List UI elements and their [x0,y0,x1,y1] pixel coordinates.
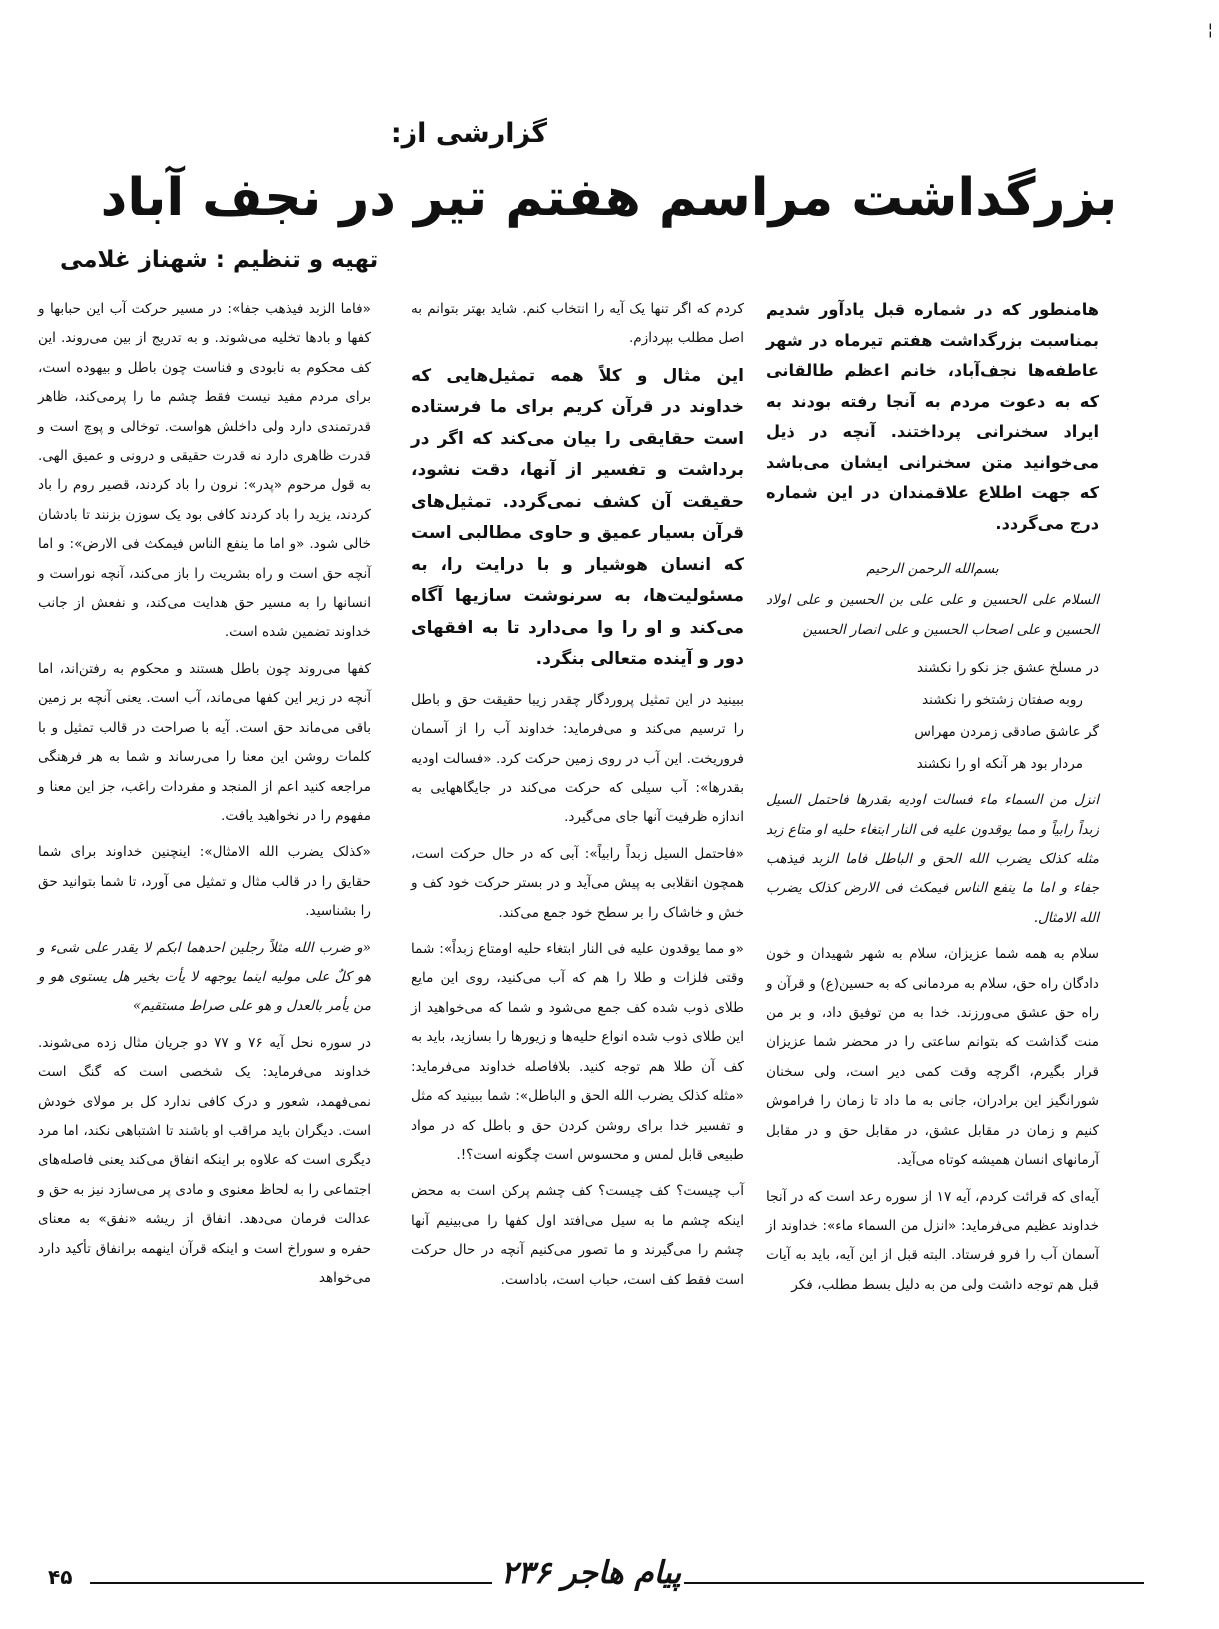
article-byline [60,247,378,273]
body-paragraph: آب چیست؟ کف چیست؟ کف چشم پرکن است به محض اینکه چشم ما به سیل می‌افتد اول کفها را می‌بینیم آنها چشم را می‌گیرند و ما تصور می‌کنیم آنچه در حال حرکت است فقط کف است، حباب است، باداست. [411,1183,744,1288]
byline-separator: : [215,247,225,273]
poem-line: در مسلخ عشق جز نکو را نکشند [916,660,1099,677]
intro-paragraph: هامنطور که در شماره قبل یادآور شدیم بمناسبت بزرگداشت هفتم تیرماه در شهر عاطفه‌ها نجف‌آباد، خانم اعظم طالقانی که به دعوت مردم به آنجا رفته بودند به ایراد سخنرانی پرداختند. آنچه در ذیل می‌خوانید متن سخنرانی ایشان می‌باشد که جهت اطلاع علاقمندان در این شماره درج می‌گردد. [766,300,1099,533]
page-edge-mark: ¦ [1207,20,1213,39]
article-kicker: گزارشی از: [390,118,547,149]
poem-line: روبه صفتان زشتخو را نکشند [922,692,1083,709]
quran-verse: «و ضرب الله مثلاً رجلین احدهما ابکم لا یقدر علی شیء و هو کلٌ علی مولیه اینما یوجهه لا یأت بخیر هل یستوی هو و من یأمر بالعدل و هو علی صراط مستقیم» [38,939,371,1015]
poem [766,652,1099,780]
body-paragraph: «و مما یوقدون علیه فی النار ابتغاء حلیه اومتاع زبداً»: شما وقتی فلزات و طلا را هم که آب می‌کنید، روی این مایع طلای ذوب شده کف جمع می‌شود و شما که می‌خواهید از این طلای ذوب شده انواع حلیه‌ها و زیورها را بسازید، باید به کف آن طلا هم توجه کنید. بلافاصله خداوند می‌فرماید: «مثله کذلک یضرب الله الحق و الباطل»: شما ببینید که مثل و تفسیر خدا برای روشن کردن حق و باطل که در مواد طبیعی قابل لمس و محسوس است چگونه است؟!. [411,941,744,1163]
quran-verse: انزل من السماء ماء فسالت اودیه بقدرها فاحتمل السیل زبداً رابیاً و مما یوقدون علیه فی النار ابتغاء حلیه او متاع زبد مثله کذلک یضرب الله الحق و الباطل فاما الزبد فیذهب جفاء و اما ما ینفع الناس فیمکث فی الارض کذلک یضرب الله الامثال. [766,792,1099,926]
byline-name: شهناز غلامی [60,247,208,273]
body-paragraph: در سوره نحل آیه ۷۶ و ۷۷ دو جریان مثال زده می‌شوند. خداوند می‌فرماید: یک شخصی است که گنگ است نمی‌فهمد، شعور و درک کافی ندارد کل بر مولای خودش است. دیگران باید مراقب او باشند تا اشتباهی نکند، اما مرد دیگری است که علاوه بر اینکه انفاق می‌کند یعنی فاصله‌های اجتماعی را به لحاظ معنوی و مادی پر می‌سازد نیز به حق و عدالت فرمان می‌دهد. انفاق از ریشه «نفق» به معنای حفره و سوراخ است و اینکه قرآن اینهمه برانفاق تأکید دارد می‌خواهد [38,1034,371,1286]
body-paragraph: کفها می‌روند چون باطل هستند و محکوم به رفتن‌اند، اما آنچه در زیر این کفها می‌ماند، آب است. یعنی آنچه بر زمین باقی می‌ماند حق است. آیه با صراحت در قالب تمثیل و با کلمات روشن این معنا را می‌رساند و شما به هر فرهنگی مراجعه کنید اعم از المنجد و مفردات راغب، جز این معنا و مفهوم را در نخواهید یافت. [38,660,371,824]
magazine-masthead: پیام هاجر ۲۳۶ [500,1555,682,1591]
body-paragraph: آیه‌ای که قرائت کردم، آیه ۱۷ از سوره رعد است که در آنجا خداوند عظیم می‌فرماید: «انزل من السماء ماء»: خداوند از آسمان آب را فرو فرستاد. البته قبل از این آیه، باید به آیات قبل هم توجه داشت ولی من به دلیل بسط مطلب، فکر [766,1188,1100,1293]
page-number: ۴۵ [48,1565,73,1589]
body-paragraph: سلام به همه شما عزیزان، سلام به شهر شهیدان و خون دادگان راه حق، سلام به مردمانی که به حسین(ع) و قرآن و راه حق عشق می‌ورزند. خدا به من توفیق داد، و بر من منت گذاشت که بتوانم ساعتی را در محضر شما عزیزان قرار بگیرم، اگرچه وقت کمی دیر است، ولی سخنان شورانگیز این برادران، جانی به ما داد تا زمان را فراموش کنیم و زمان در مقابل عشق، در مقابل حق و در مقابل آرمانهای انسان همیشه کوتاه می‌آید. [766,946,1099,1169]
body-paragraph: «فاحتمل السیل زبداً رابیاً»: آبی که در حال حرکت است، همچون انقلابی به پیش می‌آید و در بستر حرکت خود کف و خش و خاشاک را بر سطح خود جمع می‌کند. [411,845,744,921]
byline-label: تهیه و تنظیم [232,247,379,273]
text-column-left [38,295,371,1300]
body-paragraph: «فاما الزبد فیذهب جفا»: در مسیر حرکت آب این حبابها و کفها و بادها تخلیه می‌شوند. و به تدریج از بین می‌روند. این کف محکوم به نابودی و فناست چون باطل و بیهوده است، برای مردم مفید نیست فقط چشم ما را پرمی‌کند، ظاهر قدرتمندی دارد ولی داخلش هواست. توخالی و پوچ است و قدرت ظاهری دارد نه قدرت حقیقی و درونی و عمیق الهی. به قول مرحوم «پدر»: نرون را باد کردند، قصیر روم را باد کردند، یزید را باد کردند کافی بود یک سوزن بزنند تا بادشان خالی شود. «و اما ما ینفع الناس فیمکث فی الارض»: و اما آنچه حق است و راه بشریت را باز می‌کند، آنچه نوراست و انسانها را به مسیر حق هدایت می‌کند، و نفعش از جانب خداوند تضمین شده است. [38,301,371,641]
highlight-paragraph: این مثال و کلاً همه تمثیل‌هایی که خداوند در قرآن کریم برای ما فرستاده است حقایقی را بیان می‌کند که اگر در برداشت و تفسیر از آنها، دقت نشود، حقیقت آن کشف نمی‌گردد. تمثیل‌های قرآن بسیار عمیق و حاوی مطالبی است که انسان هوشیار و با درایت را، به مسئولیت‌ها، به سرنوشت سازیها آگاه می‌کند و او را وا می‌دارد تا به افقهای دور و آینده متعالی بنگرد. [411,365,744,670]
footer-rule [684,1582,1144,1584]
bismillah: بسم‌الله الرحمن الرحیم [866,561,999,577]
poem-line: گر عاشق صادقی زمردن مهراس [914,724,1099,741]
text-column-right [766,295,1099,1307]
text-column-middle [411,295,744,1302]
salutation-verse: السلام علی الحسین و علی علی بن الحسین و علی اولاد الحسین و علی اصحاب الحسین و علی انصار الحسین [766,592,1099,638]
page-footer [48,1555,1168,1615]
body-paragraph: «کذلک یضرب الله الامثال»: اینچنین خداوند برای شما حقایق را در قالب مثال و تمثیل می آورد، تا شما بتوانید حق را بشناسید. [38,844,371,920]
body-paragraph: ببینید در این تمثیل پروردگار چقدر زیبا حقیقت حق و باطل را ترسیم می‌کند و می‌فرماید: خداوند آب را از آسمان فروریخت. این آب در روی زمین حرکت کرد. «فسالت اودیه بقدرها»: آب سیلی که حرکت می‌کند در جایگاههایی به اندازه ظرفیت آنها جای می‌گیرد. [411,691,744,826]
footer-rule [90,1582,492,1584]
article-title: بزرگداشت مراسم هفتم تیر در نجف آباد [100,168,1118,228]
poem-line: مردار بود هر آنکه او را نکشند [916,756,1083,773]
body-paragraph: کردم که اگر تنها یک آیه را انتخاب کنم. شاید بهتر بتوانم به اصل مطلب بپردازم. [411,301,744,347]
